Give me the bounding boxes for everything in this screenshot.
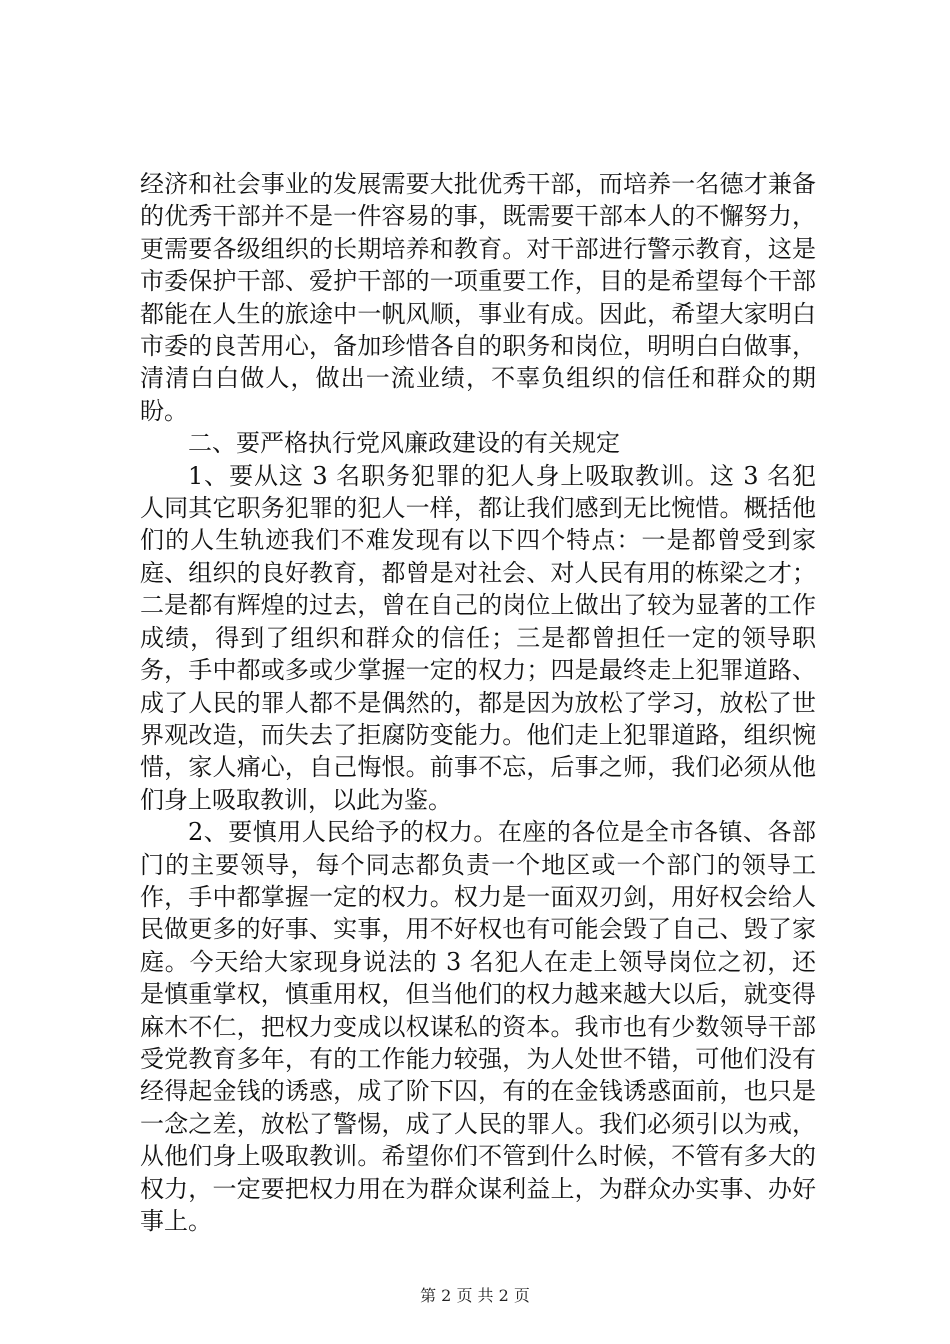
paragraph-1: 经济和社会事业的发展需要大批优秀干部，而培养一名德才兼备的优秀干部并不是一件容易的事，既需要干部本人的不懈努力，更需要各级组织的长期培养和教育。对干部进行警示教育，这是市委保护干部、爱护干部的一项重要工作，目的是希望每个干部都能在人生的旅途中一帆风顺，事业有成。因此，希望大家明白市委的良苦用心，备加珍惜各自的职务和岗位，明明白白做事，清清白白做人，做出一流业绩，不辜负组织的信任和群众的期盼。: [140, 170, 816, 425]
page-footer: 第 2 页 共 2 页: [420, 1286, 530, 1305]
paragraph-point-2: 2、要慎用人民给予的权力。在座的各位是全市各镇、各部门的主要领导，每个同志都负责一个地区或一个部门的领导工作，手中都掌握一定的权力。权力是一面双刃剑，用好权会给人民做更多的好事、实事，用不好权也有可能会毁了自己、毁了家庭。今天给大家现身说法的 3 名犯人在走上领导岗位之初，还是慎重掌权，慎重用权，但当他们的权力越来越大以后，就变得麻木不仁，把权力变成以权谋私的资本。我市也有少数领导干部受党教育多年，有的工作能力较强，为人处世不错，可他们没有经得起金钱的诱惑，成了阶下囚，有的在金钱诱惑面前，也只是一念之差，放松了警惕，成了人民的罪人。我们必须引以为戒，从他们身上吸取教训。希望你们不管到什么时候，不管有多大的权力，一定要把权力用在为群众谋利益上，为群众办实事、办好事上。: [140, 818, 816, 1235]
document-body: [140, 168, 816, 1237]
section-heading: 二、要严格执行党风廉政建设的有关规定: [188, 429, 620, 458]
paragraph-point-1: 1、要从这 3 名职务犯罪的犯人身上吸取教训。这 3 名犯人同其它职务犯罪的犯人一样，都让我们感到无比惋惜。概括他们的人生轨迹我们不难发现有以下四个特点：一是都曾受到家庭、组织的良好教育，都曾是对社会、对人民有用的栋梁之才；二是都有辉煌的过去，曾在自己的岗位上做出了较为显著的工作成绩，得到了组织和群众的信任；三是都曾担任一定的领导职务，手中都或多或少掌握一定的权力；四是最终走上犯罪道路、成了人民的罪人都不是偶然的，都是因为放松了学习，放松了世界观改造，而失去了拒腐防变能力。他们走上犯罪道路，组织惋惜，家人痛心，自己悔恨。前事不忘，后事之师，我们必须从他们身上吸取教训，以此为鉴。: [140, 461, 816, 814]
